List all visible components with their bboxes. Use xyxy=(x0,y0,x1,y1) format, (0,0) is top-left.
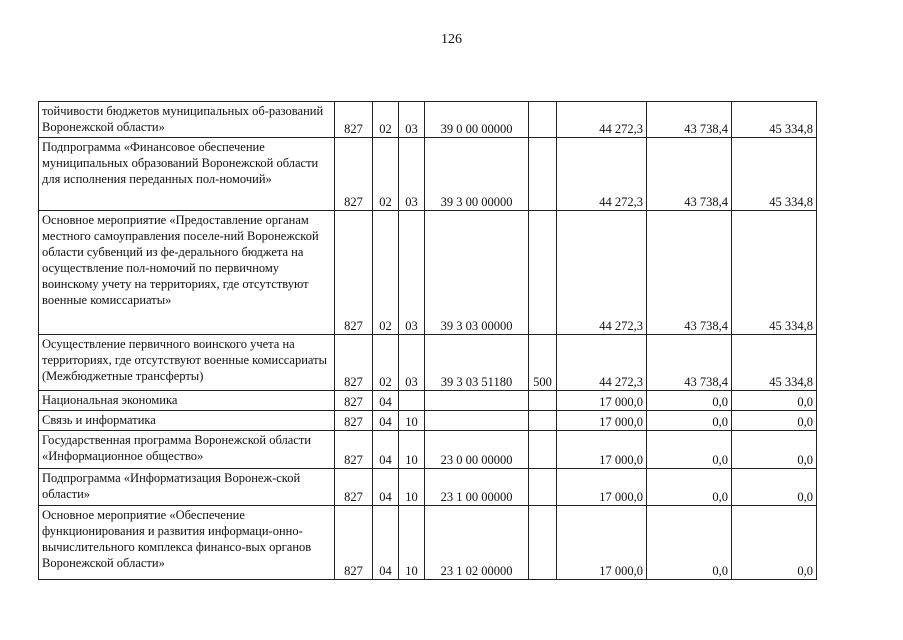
row-name-cell: Подпрограмма «Финансовое обеспечение муниципальных образований Воронежской области для исполнения переданных пол-номочий» xyxy=(39,138,335,211)
amount-year2-cell: 43 738,4 xyxy=(647,138,732,211)
target-article-cell: 23 1 00 00000 xyxy=(425,469,529,506)
subsection-cell: 10 xyxy=(399,431,425,469)
amount-year1-cell: 17 000,0 xyxy=(557,391,647,411)
target-article-cell: 39 3 03 51180 xyxy=(425,335,529,391)
grbs-cell: 827 xyxy=(335,469,373,506)
expense-type-cell xyxy=(529,391,557,411)
amount-year1-cell: 17 000,0 xyxy=(557,469,647,506)
amount-year2-cell: 0,0 xyxy=(647,506,732,580)
section-cell: 04 xyxy=(373,391,399,411)
expense-type-cell xyxy=(529,138,557,211)
amount-year2-cell: 43 738,4 xyxy=(647,211,732,335)
section-cell: 02 xyxy=(373,102,399,138)
subsection-cell: 03 xyxy=(399,138,425,211)
subsection-cell: 03 xyxy=(399,335,425,391)
target-article-cell: 39 3 03 00000 xyxy=(425,211,529,335)
expense-type-cell xyxy=(529,411,557,431)
table-row xyxy=(39,102,817,138)
grbs-cell: 827 xyxy=(335,138,373,211)
amount-year1-cell: 17 000,0 xyxy=(557,506,647,580)
amount-year3-cell: 0,0 xyxy=(732,391,817,411)
subsection-cell: 03 xyxy=(399,211,425,335)
grbs-cell: 827 xyxy=(335,102,373,138)
amount-year3-cell: 45 334,8 xyxy=(732,138,817,211)
section-cell: 02 xyxy=(373,211,399,335)
grbs-cell: 827 xyxy=(335,211,373,335)
amount-year3-cell: 0,0 xyxy=(732,431,817,469)
grbs-cell: 827 xyxy=(335,411,373,431)
amount-year2-cell: 43 738,4 xyxy=(647,335,732,391)
amount-year3-cell: 0,0 xyxy=(732,411,817,431)
amount-year2-cell: 0,0 xyxy=(647,411,732,431)
amount-year1-cell: 44 272,3 xyxy=(557,211,647,335)
target-article-cell xyxy=(425,411,529,431)
amount-year1-cell: 44 272,3 xyxy=(557,138,647,211)
target-article-cell: 39 0 00 00000 xyxy=(425,102,529,138)
table-row xyxy=(39,211,817,335)
grbs-cell: 827 xyxy=(335,391,373,411)
subsection-cell: 10 xyxy=(399,411,425,431)
amount-year2-cell: 0,0 xyxy=(647,469,732,506)
row-name-cell: Основное мероприятие «Предоставление органам местного самоуправления поселе-ний Воронежской области субвенций из фе-дерального бюджета на осуществление пол-номочий по первичному воинскому учету на территориях, где отсутствуют военные комиссариаты» xyxy=(39,211,335,335)
amount-year1-cell: 44 272,3 xyxy=(557,102,647,138)
grbs-cell: 827 xyxy=(335,506,373,580)
table-row xyxy=(39,431,817,469)
table-row xyxy=(39,335,817,391)
target-article-cell xyxy=(425,391,529,411)
target-article-cell: 23 0 00 00000 xyxy=(425,431,529,469)
amount-year3-cell: 0,0 xyxy=(732,506,817,580)
expense-type-cell: 500 xyxy=(529,335,557,391)
amount-year3-cell: 45 334,8 xyxy=(732,335,817,391)
expense-type-cell xyxy=(529,102,557,138)
row-name-cell: Основное мероприятие «Обеспечение функционирования и развития информаци-онно-вычислительного комплекса финансо-вых органов Воронежской области» xyxy=(39,506,335,580)
subsection-cell: 10 xyxy=(399,506,425,580)
expense-type-cell xyxy=(529,469,557,506)
expense-type-cell xyxy=(529,506,557,580)
table-row xyxy=(39,391,817,411)
target-article-cell: 23 1 02 00000 xyxy=(425,506,529,580)
amount-year1-cell: 17 000,0 xyxy=(557,411,647,431)
row-name-cell: Государственная программа Воронежской области «Информационное общество» xyxy=(39,431,335,469)
amount-year3-cell: 45 334,8 xyxy=(732,102,817,138)
table-row xyxy=(39,469,817,506)
amount-year1-cell: 44 272,3 xyxy=(557,335,647,391)
subsection-cell: 03 xyxy=(399,102,425,138)
expense-type-cell xyxy=(529,211,557,335)
row-name-cell: Подпрограмма «Информатизация Воронеж-ской области» xyxy=(39,469,335,506)
section-cell: 04 xyxy=(373,469,399,506)
section-cell: 04 xyxy=(373,431,399,469)
subsection-cell: 10 xyxy=(399,469,425,506)
grbs-cell: 827 xyxy=(335,431,373,469)
target-article-cell: 39 3 00 00000 xyxy=(425,138,529,211)
section-cell: 04 xyxy=(373,506,399,580)
page-number: 126 xyxy=(441,32,462,47)
amount-year2-cell: 0,0 xyxy=(647,391,732,411)
table-row xyxy=(39,138,817,211)
budget-table-body xyxy=(39,102,817,580)
row-name-cell: Осуществление первичного воинского учета на территориях, где отсутствуют военные комиссариаты (Межбюджетные трансферты) xyxy=(39,335,335,391)
grbs-cell: 827 xyxy=(335,335,373,391)
table-row xyxy=(39,411,817,431)
amount-year2-cell: 0,0 xyxy=(647,431,732,469)
row-name-cell: тойчивости бюджетов муниципальных об-разований Воронежской области» xyxy=(39,102,335,138)
amount-year3-cell: 0,0 xyxy=(732,469,817,506)
amount-year2-cell: 43 738,4 xyxy=(647,102,732,138)
subsection-cell xyxy=(399,391,425,411)
budget-table xyxy=(38,101,817,580)
section-cell: 02 xyxy=(373,138,399,211)
section-cell: 04 xyxy=(373,411,399,431)
section-cell: 02 xyxy=(373,335,399,391)
expense-type-cell xyxy=(529,431,557,469)
row-name-cell: Национальная экономика xyxy=(39,391,335,411)
amount-year3-cell: 45 334,8 xyxy=(732,211,817,335)
table-row xyxy=(39,506,817,580)
amount-year1-cell: 17 000,0 xyxy=(557,431,647,469)
row-name-cell: Связь и информатика xyxy=(39,411,335,431)
